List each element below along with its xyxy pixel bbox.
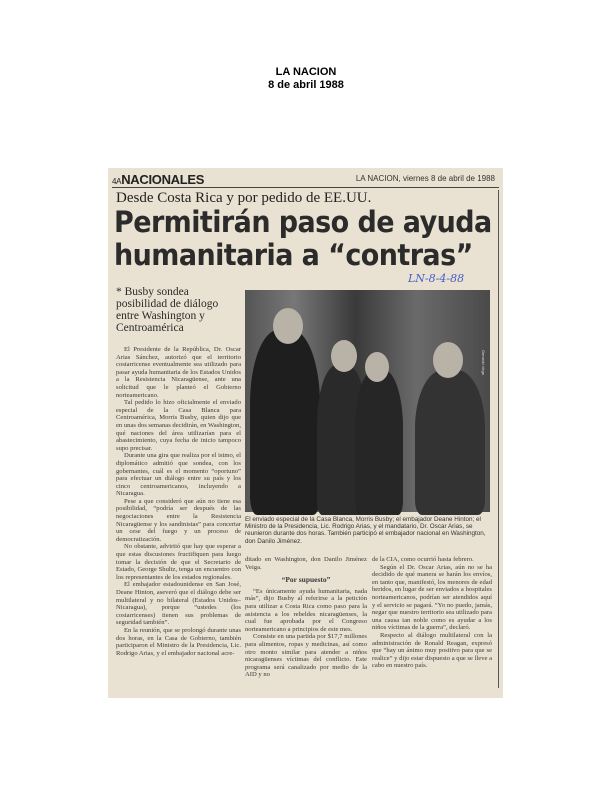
- section-name: NACIONALES: [121, 172, 205, 187]
- paragraph: “Es únicamente ayuda humanitaria, nada más”, dijo Busby al referirse a la petición para utilizar a Costa Rica como paso para la asistencia a los rebeldes nicaragüenses, la cual fue aprobada por el Congreso norteamericano a principios de este mes.: [245, 587, 367, 633]
- section-banner: [112, 172, 204, 187]
- article-column-1: [116, 346, 241, 696]
- paragraph: Tal pedido lo hizo oficialmente el enviado especial de la Casa Blanca para Centroamérica, Morris Busby, quien dijo que en unas dos semanas decidirán, en Washington, qué naciones del área utilizarían para el abastecimiento, cuya fecha de inicio tampoco supo precisar.: [116, 399, 241, 452]
- section-subhead: “Por supuesto”: [281, 575, 331, 585]
- page-number: 4A: [112, 177, 122, 186]
- paragraph: En la reunión, que se prolongó durante unas dos horas, en la Casa de Gobierno, también participaron el Ministro de la Presidencia, Lic. Rodrigo Arias, y el embajador nacional acre-: [116, 626, 241, 657]
- paragraph: Según el Dr. Oscar Arias, aún no se ha decidido de qué manera se harán los envíos, en tanto que, manifestó, los menores de edad heridos, en lugar de ser enviados a hospitales norteamericanos, podrían ser atendidos aquí y el servicio se pagará. “Yo no puedo, jamás, negar que nuestro territorio sea utilizado para una causa tan noble como es ayudar a los niños víctimas de la guerra”, declaró.: [372, 563, 492, 632]
- paragraph: Respecto al diálogo multilateral con la administración de Ronald Reagan, expresó que “hay un ánimo muy positivo para que se realice” y dijo estar dispuesto a que se lleve a cabo en nuestro país.: [372, 631, 492, 670]
- dateline: LA NACION, viernes 8 de abril de 1988: [355, 174, 495, 183]
- paragraph: Durante una gira que realiza por el istmo, el diplomático admitió que sondea, con los gobernantes, cuál es el momento “oportuno” para efectuar un diálogo entre su país y los cinco centroamericanos, incluyendo a Nicaragua.: [116, 452, 241, 498]
- paragraph: El embajador estadounidense en San José, Deane Hinton, aseveró que el diálogo debe ser multilateral y no bilateral (Estados Unidos–Nicaragua), porque “ustedes (los costarricenses) tienen sus problemas de seguridad también”.: [116, 581, 241, 627]
- divider: [112, 187, 499, 188]
- paragraph: El Presidente de la República, Dr. Oscar Arias Sánchez, autorizó que el territorio costarricense eventualmente sea utilizado para pasar ayuda humanitaria de los Estados Unidos a la Resistencia Nicaragüense, ante una solicitud que le planteó el Gobierno norteamericano.: [116, 346, 241, 399]
- headline: [114, 206, 492, 272]
- column-rule: [498, 190, 499, 688]
- paragraph: No obstante, advirtió que hay que esperar a que estas discusiones fructifiquen para luego tomar la decisión de que el Secretario de Estado, George Shultz, tenga un encuentro con los representantes de los estados regionales.: [116, 543, 241, 581]
- publication-date: 8 de abril 1988: [268, 79, 344, 91]
- photo-credit: Gerardo Vega: [481, 350, 486, 375]
- kicker: Desde Costa Rica y por pedido de EE.UU.: [116, 190, 372, 206]
- article-column-3: [372, 556, 492, 696]
- person-face: [433, 342, 463, 378]
- person-figure: [415, 370, 485, 515]
- person-figure: [355, 370, 403, 515]
- news-photo: [245, 290, 490, 512]
- subheadline: * Busby sondea posibilidad de diálogo entre Washington y Centroamérica: [116, 286, 219, 334]
- headline-line-2: humanitaria a “contras”: [114, 238, 473, 272]
- paragraph: de la CIA, como ocurrió hasta febrero.: [372, 556, 474, 563]
- article-column-2: [245, 556, 367, 696]
- handwritten-note: LN-8-4-88: [408, 272, 465, 285]
- person-figure: [250, 330, 320, 515]
- newspaper-clipping: [108, 168, 503, 698]
- headline-line-1: Permitirán paso de ayuda: [114, 205, 492, 239]
- publication-name: LA NACION: [275, 66, 337, 78]
- person-face: [273, 308, 303, 344]
- paragraph: Consiste en una partida por $17,7 millones para alimentos, ropas y medicinas, así como otro monto similar para atender a niños nicaragüenses víctimas del conflicto. Este programa será canalizado por medio de la AID y no: [245, 633, 367, 679]
- paragraph: Pese a que consideró que aún no tiene esa posibilidad, “podría ser después de las negociaciones entre la Resistencia Nicaragüense y los sandinistas” para concertar un cese del fuego y un proceso de democratización.: [116, 497, 241, 543]
- document-header: [0, 66, 612, 92]
- paragraph: ditado en Washington, don Danilo Jiménez Veiga.: [245, 556, 367, 571]
- person-face: [365, 352, 389, 382]
- photo-caption: El enviado especial de la Casa Blanca, Morris Busby; el embajador Deane Hinton; el Ministro de la Presidencia, Lic. Rodrigo Arias, y el mandatario, Dr. Oscar Arias, se reunieron durante dos horas. También participó el embajador nacional en Washington, don Danilo Jiménez.: [245, 516, 486, 545]
- person-face: [331, 340, 357, 372]
